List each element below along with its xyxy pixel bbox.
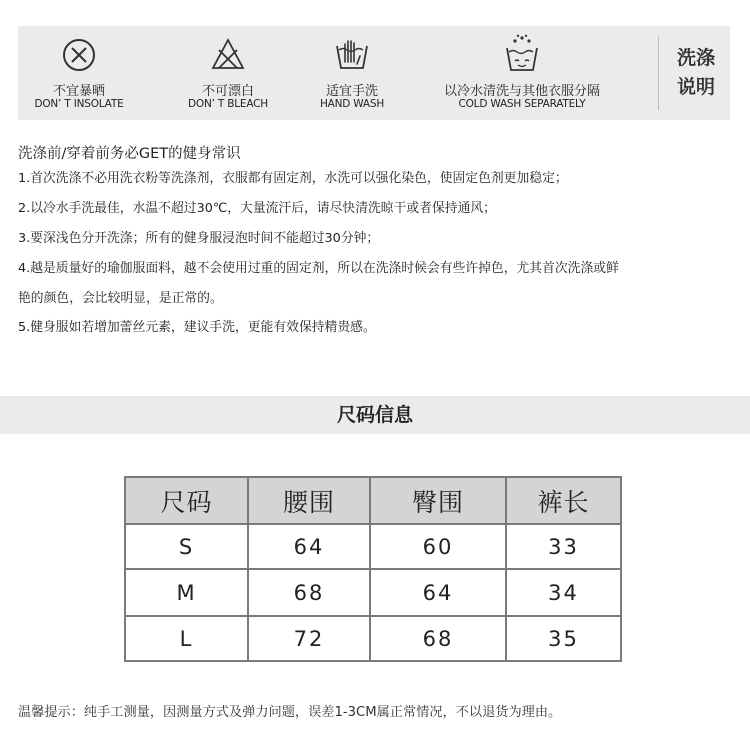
size-cell: 64	[249, 525, 369, 568]
no-sun-icon	[58, 34, 100, 76]
care-title-line2: 说明	[676, 76, 715, 98]
size-cell: 34	[507, 570, 620, 615]
care-label-en: DON’ T BLEACH	[188, 98, 268, 110]
care-label-en: DON’ T INSOLATE	[34, 98, 124, 110]
tip-line: 艳的颜色，会比较明显，是正常的。	[18, 291, 223, 306]
care-item-no-sun	[24, 26, 134, 120]
size-cell: L	[126, 617, 247, 660]
care-item-no-bleach	[168, 26, 288, 120]
size-cell: M	[126, 570, 247, 615]
care-label-cn: 不宜暴晒	[52, 84, 105, 99]
care-label-en: COLD WASH SEPARATELY	[458, 98, 586, 110]
measurement-note: 温馨提示：纯手工测量，因测量方式及弹力问题，误差1-3CM属正常情况，不以退货为理由。	[18, 705, 562, 720]
size-cell: 68	[371, 617, 505, 660]
tip-line: 2.以冷水手洗最佳，水温不超过30℃，大量流汗后，请尽快清洗晾干或者保持通风；	[18, 201, 496, 216]
size-header-cell: 尺码	[126, 478, 247, 523]
size-table	[124, 476, 622, 662]
care-title	[662, 44, 730, 102]
size-cell: 68	[249, 570, 369, 615]
care-item-hand-wash	[300, 26, 404, 120]
tip-line: 1.首次洗涤不必用洗衣粉等洗涤剂，衣服都有固定剂，水洗可以强化染色，使固定色剂更加稳定；	[18, 171, 568, 186]
size-section-header	[0, 396, 750, 434]
tip-line: 5.健身服如若增加蕾丝元素，建议手洗，更能有效保持精贵感。	[18, 320, 376, 335]
no-bleach-icon	[207, 34, 249, 76]
size-header-cell: 裤长	[507, 478, 620, 523]
tip-line: 4.越是质量好的瑜伽服面料，越不会使用过重的固定剂，所以在洗涤时候会有些许掉色，尤其首次洗涤或鲜	[18, 261, 619, 276]
care-label-en: HAND WASH	[319, 98, 385, 110]
care-divider	[658, 36, 659, 110]
tips-heading: 洗涤前/穿着前务必GET的健身常识	[18, 146, 241, 162]
size-header-cell: 腰围	[249, 478, 369, 523]
tip-line: 3.要深浅色分开洗涤；所有的健身服浸泡时间不能超过30分钟；	[18, 231, 380, 246]
size-cell: 64	[371, 570, 505, 615]
care-label-cn: 以冷水清洗与其他衣服分隔	[443, 84, 600, 99]
size-cell: 60	[371, 525, 505, 568]
care-label-cn: 不可漂白	[201, 84, 254, 99]
size-cell: 72	[249, 617, 369, 660]
care-title-line1: 洗涤	[676, 47, 715, 69]
size-section-title: 尺码信息	[336, 404, 413, 426]
cold-wash-icon	[501, 34, 543, 76]
care-item-cold-wash	[422, 26, 622, 120]
care-instructions-bar	[18, 26, 730, 120]
hand-wash-icon	[331, 34, 373, 76]
size-cell: 33	[507, 525, 620, 568]
size-cell: S	[126, 525, 247, 568]
size-header-cell: 臀围	[371, 478, 505, 523]
size-cell: 35	[507, 617, 620, 660]
care-label-cn: 适宜手洗	[325, 84, 378, 99]
